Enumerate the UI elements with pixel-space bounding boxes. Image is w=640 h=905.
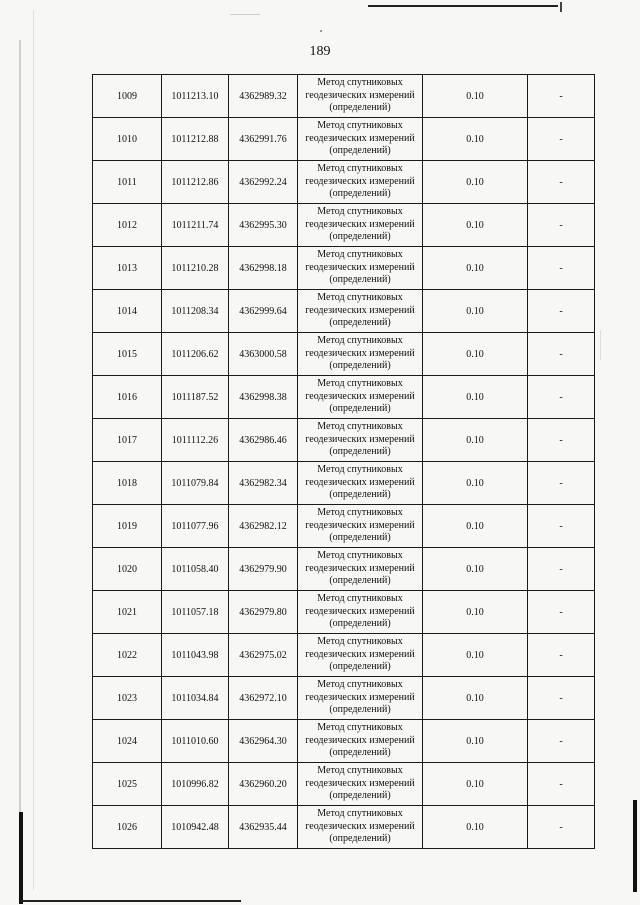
method-cell bbox=[298, 548, 423, 591]
accuracy-cell: 0.10 bbox=[423, 720, 528, 763]
method-text-line: (определений) bbox=[329, 446, 391, 458]
method-cell bbox=[298, 806, 423, 849]
method-text-line: геодезических измерений bbox=[305, 132, 415, 144]
method-text-line: (определений) bbox=[329, 790, 391, 802]
point-number-cell: 1021 bbox=[93, 591, 162, 634]
method-cell bbox=[298, 677, 423, 720]
method-cell bbox=[298, 118, 423, 161]
y-coordinate-cell: 4362982.34 bbox=[229, 462, 298, 505]
method-text-line: геодезических измерений bbox=[305, 175, 415, 187]
point-number-cell: 1016 bbox=[93, 376, 162, 419]
method-text-line: (определений) bbox=[329, 188, 391, 200]
method-text-line: Метод спутниковых bbox=[317, 808, 403, 820]
page-number: 189 bbox=[309, 44, 331, 59]
method-text-line: Метод спутниковых bbox=[317, 120, 403, 132]
table-row bbox=[93, 677, 595, 720]
scan-mark-top bbox=[368, 5, 558, 7]
method-text-line: геодезических измерений bbox=[305, 347, 415, 359]
point-number-cell: 1011 bbox=[93, 161, 162, 204]
method-text-line: Метод спутниковых bbox=[317, 421, 403, 433]
method-text-line: Метод спутниковых bbox=[317, 163, 403, 175]
point-number-cell: 1022 bbox=[93, 634, 162, 677]
y-coordinate-cell: 4362960.20 bbox=[229, 763, 298, 806]
accuracy-cell: 0.10 bbox=[423, 118, 528, 161]
point-number-cell: 1010 bbox=[93, 118, 162, 161]
note-cell: - bbox=[528, 419, 595, 462]
method-cell bbox=[298, 333, 423, 376]
note-cell: - bbox=[528, 806, 595, 849]
scan-mark-bottom-right bbox=[633, 800, 637, 892]
point-number-cell: 1018 bbox=[93, 462, 162, 505]
x-coordinate-cell: 1011034.84 bbox=[162, 677, 229, 720]
accuracy-cell: 0.10 bbox=[423, 290, 528, 333]
method-text-line: (определений) bbox=[329, 231, 391, 243]
accuracy-cell: 0.10 bbox=[423, 548, 528, 591]
note-cell: - bbox=[528, 634, 595, 677]
method-text-line: геодезических измерений bbox=[305, 820, 415, 832]
method-cell bbox=[298, 505, 423, 548]
scan-mark-bottom-left bbox=[19, 812, 23, 904]
method-text-line: Метод спутниковых bbox=[317, 335, 403, 347]
y-coordinate-cell: 4363000.58 bbox=[229, 333, 298, 376]
point-number-cell: 1024 bbox=[93, 720, 162, 763]
method-text-line: (определений) bbox=[329, 833, 391, 845]
x-coordinate-cell: 1011112.26 bbox=[162, 419, 229, 462]
point-number-cell: 1012 bbox=[93, 204, 162, 247]
accuracy-cell: 0.10 bbox=[423, 591, 528, 634]
note-cell: - bbox=[528, 333, 595, 376]
method-text-line: (определений) bbox=[329, 575, 391, 587]
note-cell: - bbox=[528, 376, 595, 419]
point-number-cell: 1025 bbox=[93, 763, 162, 806]
method-text-line: Метод спутниковых bbox=[317, 507, 403, 519]
method-text-line: Метод спутниковых bbox=[317, 679, 403, 691]
note-cell: - bbox=[528, 763, 595, 806]
method-text-line: Метод спутниковых bbox=[317, 593, 403, 605]
note-cell: - bbox=[528, 161, 595, 204]
method-cell bbox=[298, 290, 423, 333]
method-text-line: (определений) bbox=[329, 360, 391, 372]
table-row bbox=[93, 634, 595, 677]
table-row bbox=[93, 333, 595, 376]
method-text-line: геодезических измерений bbox=[305, 89, 415, 101]
method-text-line: геодезических измерений bbox=[305, 218, 415, 230]
method-text-line: геодезических измерений bbox=[305, 734, 415, 746]
method-text-line: геодезических измерений bbox=[305, 476, 415, 488]
y-coordinate-cell: 4362991.76 bbox=[229, 118, 298, 161]
y-coordinate-cell: 4362986.46 bbox=[229, 419, 298, 462]
method-text-line: (определений) bbox=[329, 145, 391, 157]
method-text-line: Метод спутниковых bbox=[317, 77, 403, 89]
x-coordinate-cell: 1010996.82 bbox=[162, 763, 229, 806]
point-number-cell: 1019 bbox=[93, 505, 162, 548]
method-text-line: (определений) bbox=[329, 489, 391, 501]
table-row bbox=[93, 548, 595, 591]
method-cell bbox=[298, 419, 423, 462]
y-coordinate-cell: 4362998.38 bbox=[229, 376, 298, 419]
table-row bbox=[93, 462, 595, 505]
x-coordinate-cell: 1011212.86 bbox=[162, 161, 229, 204]
note-cell: - bbox=[528, 204, 595, 247]
method-text-line: геодезических измерений bbox=[305, 562, 415, 574]
table-row bbox=[93, 720, 595, 763]
accuracy-cell: 0.10 bbox=[423, 505, 528, 548]
method-text-line: геодезических измерений bbox=[305, 691, 415, 703]
x-coordinate-cell: 1011212.88 bbox=[162, 118, 229, 161]
method-text-line: Метод спутниковых bbox=[317, 765, 403, 777]
method-text-line: геодезических измерений bbox=[305, 304, 415, 316]
note-cell: - bbox=[528, 505, 595, 548]
y-coordinate-cell: 4362989.32 bbox=[229, 75, 298, 118]
accuracy-cell: 0.10 bbox=[423, 75, 528, 118]
table-row bbox=[93, 763, 595, 806]
point-number-cell: 1015 bbox=[93, 333, 162, 376]
note-cell: - bbox=[528, 118, 595, 161]
table-row bbox=[93, 290, 595, 333]
scan-edge-left bbox=[19, 40, 21, 860]
note-cell: - bbox=[528, 720, 595, 763]
method-text-line: (определений) bbox=[329, 704, 391, 716]
x-coordinate-cell: 1011058.40 bbox=[162, 548, 229, 591]
method-text-line: (определений) bbox=[329, 618, 391, 630]
accuracy-cell: 0.10 bbox=[423, 333, 528, 376]
note-cell: - bbox=[528, 75, 595, 118]
x-coordinate-cell: 1011213.10 bbox=[162, 75, 229, 118]
method-cell bbox=[298, 75, 423, 118]
method-cell bbox=[298, 161, 423, 204]
accuracy-cell: 0.10 bbox=[423, 204, 528, 247]
x-coordinate-cell: 1011043.98 bbox=[162, 634, 229, 677]
x-coordinate-cell: 1011208.34 bbox=[162, 290, 229, 333]
method-cell bbox=[298, 720, 423, 763]
method-text-line: (определений) bbox=[329, 532, 391, 544]
method-cell bbox=[298, 462, 423, 505]
y-coordinate-cell: 4362998.18 bbox=[229, 247, 298, 290]
table-row bbox=[93, 247, 595, 290]
point-number-cell: 1023 bbox=[93, 677, 162, 720]
method-text-line: (определений) bbox=[329, 274, 391, 286]
method-text-line: (определений) bbox=[329, 747, 391, 759]
method-text-line: геодезических измерений bbox=[305, 648, 415, 660]
note-cell: - bbox=[528, 677, 595, 720]
method-text-line: геодезических измерений bbox=[305, 261, 415, 273]
point-number-cell: 1013 bbox=[93, 247, 162, 290]
point-number-cell: 1017 bbox=[93, 419, 162, 462]
table-row bbox=[93, 419, 595, 462]
coordinates-table bbox=[92, 74, 595, 849]
table-row bbox=[93, 161, 595, 204]
table-row bbox=[93, 591, 595, 634]
accuracy-cell: 0.10 bbox=[423, 677, 528, 720]
scan-speck bbox=[320, 30, 322, 32]
method-text-line: (определений) bbox=[329, 403, 391, 415]
point-number-cell: 1014 bbox=[93, 290, 162, 333]
y-coordinate-cell: 4362935.44 bbox=[229, 806, 298, 849]
table-row bbox=[93, 505, 595, 548]
method-text-line: Метод спутниковых bbox=[317, 722, 403, 734]
x-coordinate-cell: 1011211.74 bbox=[162, 204, 229, 247]
x-coordinate-cell: 1011077.96 bbox=[162, 505, 229, 548]
method-text-line: Метод спутниковых bbox=[317, 292, 403, 304]
method-text-line: Метод спутниковых bbox=[317, 636, 403, 648]
method-cell bbox=[298, 204, 423, 247]
point-number-cell: 1026 bbox=[93, 806, 162, 849]
y-coordinate-cell: 4362992.24 bbox=[229, 161, 298, 204]
accuracy-cell: 0.10 bbox=[423, 419, 528, 462]
method-text-line: геодезических измерений bbox=[305, 777, 415, 789]
x-coordinate-cell: 1011057.18 bbox=[162, 591, 229, 634]
x-coordinate-cell: 1011206.62 bbox=[162, 333, 229, 376]
method-text-line: Метод спутниковых bbox=[317, 378, 403, 390]
method-text-line: (определений) bbox=[329, 317, 391, 329]
scan-speck bbox=[600, 330, 601, 360]
note-cell: - bbox=[528, 462, 595, 505]
table-row bbox=[93, 75, 595, 118]
scan-speck bbox=[230, 14, 260, 15]
y-coordinate-cell: 4362999.64 bbox=[229, 290, 298, 333]
table-row bbox=[93, 204, 595, 247]
accuracy-cell: 0.10 bbox=[423, 247, 528, 290]
point-number-cell: 1009 bbox=[93, 75, 162, 118]
table-row bbox=[93, 376, 595, 419]
x-coordinate-cell: 1011187.52 bbox=[162, 376, 229, 419]
accuracy-cell: 0.10 bbox=[423, 634, 528, 677]
accuracy-cell: 0.10 bbox=[423, 763, 528, 806]
method-text-line: Метод спутниковых bbox=[317, 550, 403, 562]
method-cell bbox=[298, 763, 423, 806]
method-text-line: геодезических измерений bbox=[305, 605, 415, 617]
accuracy-cell: 0.10 bbox=[423, 462, 528, 505]
method-text-line: Метод спутниковых bbox=[317, 249, 403, 261]
accuracy-cell: 0.10 bbox=[423, 161, 528, 204]
y-coordinate-cell: 4362975.02 bbox=[229, 634, 298, 677]
accuracy-cell: 0.10 bbox=[423, 376, 528, 419]
method-text-line: (определений) bbox=[329, 661, 391, 673]
y-coordinate-cell: 4362979.80 bbox=[229, 591, 298, 634]
method-text-line: геодезических измерений bbox=[305, 433, 415, 445]
method-text-line: геодезических измерений bbox=[305, 519, 415, 531]
x-coordinate-cell: 1011079.84 bbox=[162, 462, 229, 505]
method-text-line: Метод спутниковых bbox=[317, 206, 403, 218]
y-coordinate-cell: 4362979.90 bbox=[229, 548, 298, 591]
accuracy-cell: 0.10 bbox=[423, 806, 528, 849]
y-coordinate-cell: 4362964.30 bbox=[229, 720, 298, 763]
scan-edge-left-faint bbox=[33, 10, 34, 890]
y-coordinate-cell: 4362982.12 bbox=[229, 505, 298, 548]
method-cell bbox=[298, 247, 423, 290]
method-text-line: (определений) bbox=[329, 102, 391, 114]
note-cell: - bbox=[528, 290, 595, 333]
table-row bbox=[93, 806, 595, 849]
note-cell: - bbox=[528, 591, 595, 634]
scan-mark-bottom bbox=[21, 900, 241, 902]
note-cell: - bbox=[528, 548, 595, 591]
method-cell bbox=[298, 634, 423, 677]
method-cell bbox=[298, 376, 423, 419]
x-coordinate-cell: 1011210.28 bbox=[162, 247, 229, 290]
y-coordinate-cell: 4362972.10 bbox=[229, 677, 298, 720]
method-text-line: Метод спутниковых bbox=[317, 464, 403, 476]
x-coordinate-cell: 1011010.60 bbox=[162, 720, 229, 763]
method-text-line: геодезических измерений bbox=[305, 390, 415, 402]
y-coordinate-cell: 4362995.30 bbox=[229, 204, 298, 247]
scan-mark-top-tick bbox=[560, 2, 562, 12]
table-row bbox=[93, 118, 595, 161]
point-number-cell: 1020 bbox=[93, 548, 162, 591]
method-cell bbox=[298, 591, 423, 634]
note-cell: - bbox=[528, 247, 595, 290]
x-coordinate-cell: 1010942.48 bbox=[162, 806, 229, 849]
